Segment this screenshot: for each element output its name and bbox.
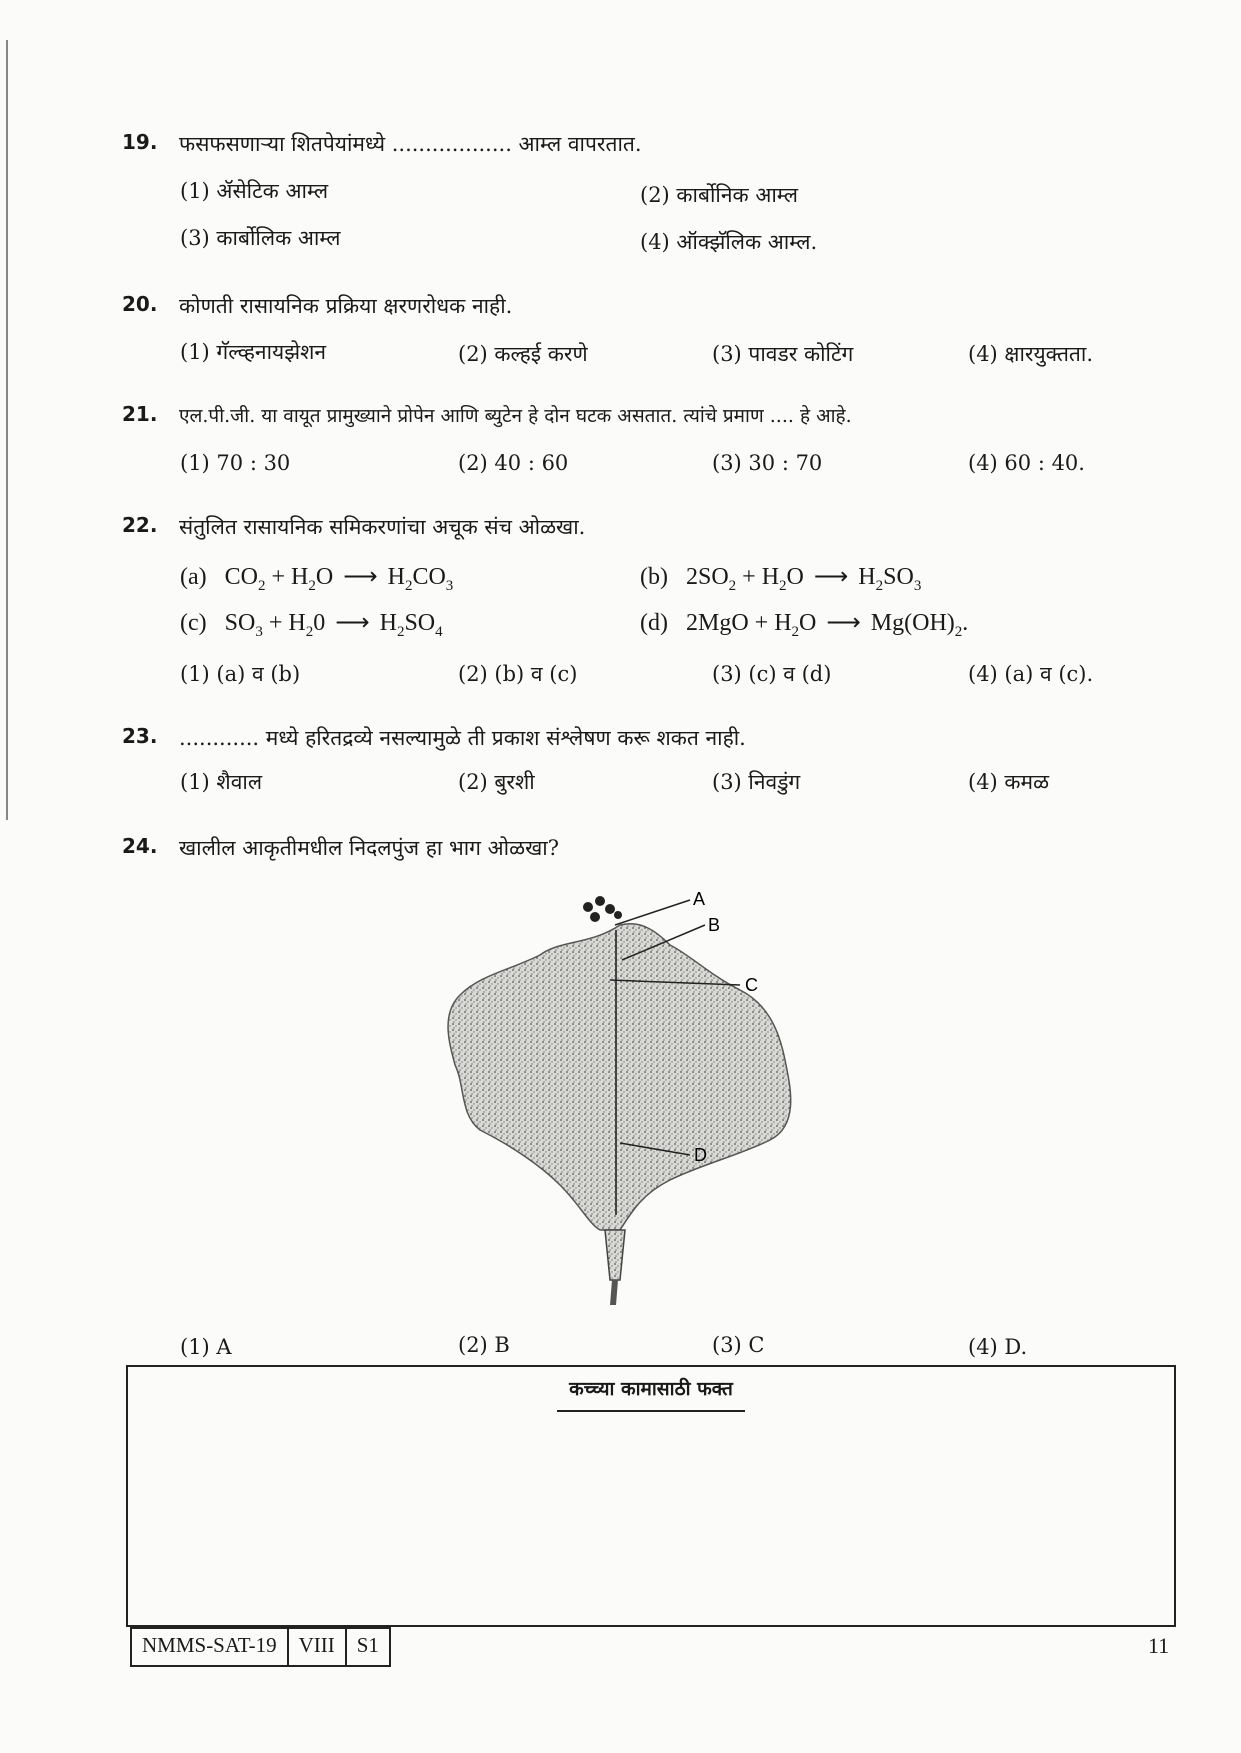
option-2: (2) (b) व (c) xyxy=(458,662,578,686)
option-2: (2) 40 : 60 xyxy=(458,451,569,475)
option-3: (3) C xyxy=(712,1333,765,1357)
question-number: 24. xyxy=(122,834,158,858)
rough-work-box xyxy=(126,1365,1176,1627)
question-text: कोणती रासायनिक प्रक्रिया क्षरणरोधक नाही. xyxy=(179,294,513,318)
option-2: (2) बुरशी xyxy=(458,770,535,794)
option-4: (4) क्षारयुक्तता. xyxy=(968,342,1093,366)
paper-code xyxy=(130,1627,391,1667)
equation-d: (d) $2MgO + H_2O$ ⟶ $Mg(OH)_2$. xyxy=(640,610,969,640)
option-1: (1) A xyxy=(180,1335,232,1359)
option-3: (3) पावडर कोटिंग xyxy=(712,342,854,366)
question-text: ............ मध्ये हरितद्रव्ये नसल्यामुळे ती प्रकाश संश्लेषण करू शकत नाही. xyxy=(179,726,746,750)
option-1: (1) ॲसेटिक आम्ल xyxy=(180,179,329,203)
option-2: (2) कार्बोनिक आम्ल xyxy=(640,183,798,207)
option-3: (3) 30 : 70 xyxy=(712,451,823,475)
option-3: (3) निवडुंग xyxy=(712,770,801,794)
option-3: (3) (c) व (d) xyxy=(712,662,832,686)
petal-shape xyxy=(448,924,791,1230)
equation-b: (b) $2SO_2 + H_2O$ ⟶ $H_2SO_3$ xyxy=(640,564,922,594)
option-1: (1) शैवाल xyxy=(180,770,263,794)
question-number: 19. xyxy=(122,130,158,154)
option-1: (1) गॅल्व्हनायझेशन xyxy=(180,340,327,364)
paper-code-standard: VIII xyxy=(289,1629,347,1665)
stalk xyxy=(610,1280,618,1305)
option-4: (4) 60 : 40. xyxy=(968,451,1085,475)
question-text: संतुलित रासायनिक समिकरणांचा अचूक संच ओळखा. xyxy=(179,515,586,539)
page-edge-line xyxy=(6,40,8,820)
option-3: (3) कार्बोलिक आम्ल xyxy=(180,226,341,250)
option-1: (1) (a) व (b) xyxy=(180,662,301,686)
question-text: एल.पी.जी. या वायूत प्रामुख्याने प्रोपेन आणि ब्युटेन हे दोन घटक असतात. त्यांचे प्रमाण .... हे आहे. xyxy=(179,405,852,427)
label-A: A xyxy=(693,889,706,909)
flower-diagram xyxy=(440,885,880,1305)
question-number: 23. xyxy=(122,724,158,748)
question-number: 20. xyxy=(122,292,158,316)
option-4: (4) कमळ xyxy=(968,770,1050,794)
label-C: C xyxy=(745,975,758,995)
rough-work-title: कच्च्या कामासाठी फक्त xyxy=(128,1375,1174,1401)
option-2: (2) कल्हई करणे xyxy=(458,342,588,366)
question-number: 22. xyxy=(122,513,158,537)
option-2: (2) B xyxy=(458,1333,510,1357)
option-4: (4) ऑक्झॅलिक आम्ल. xyxy=(640,230,818,254)
paper-code-set: S1 xyxy=(356,1633,379,1657)
calyx-shape xyxy=(605,1230,625,1280)
option-1: (1) 70 : 30 xyxy=(180,451,291,475)
hibiscus-flower-figure xyxy=(440,885,880,1305)
question-text: खालील आकृतीमधील निदलपुंज हा भाग ओळखा? xyxy=(179,836,559,860)
page-number: 11 xyxy=(1148,1633,1170,1658)
paper-code-exam: NMMS-SAT-19 xyxy=(132,1629,289,1665)
question-text: फसफसणाऱ्या शितपेयांमध्ये .................. आम्ल वापरतात. xyxy=(179,132,642,156)
label-B: B xyxy=(708,915,721,935)
option-4: (4) D. xyxy=(968,1335,1028,1359)
question-number: 21. xyxy=(122,402,158,426)
label-D: D xyxy=(694,1145,707,1165)
option-4: (4) (a) व (c). xyxy=(968,662,1094,686)
equation-a: (a) $CO_2 + H_2O$ ⟶ $H_2CO_3$ xyxy=(180,564,454,594)
equation-c: (c) $SO_3 + H_20$ ⟶ $H_2SO_4$ xyxy=(180,610,443,640)
